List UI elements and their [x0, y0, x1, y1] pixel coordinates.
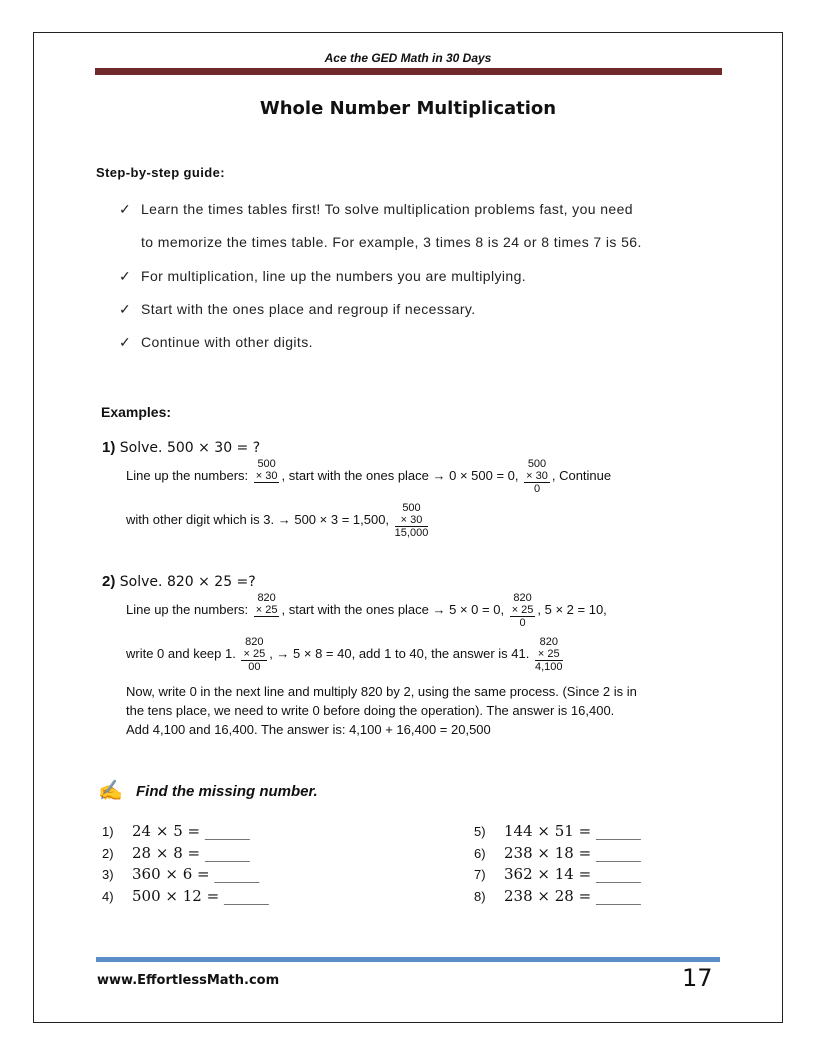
- example-text: , 5 × 2 = 10,: [537, 601, 607, 617]
- example-text: write 0 and keep 1.: [126, 645, 236, 661]
- example-1-line-2: [126, 502, 430, 539]
- example-2-line-2: [126, 636, 565, 673]
- guide-bullet: [119, 268, 526, 285]
- bullet-text: Learn the times tables first! To solve multiplication problems fast, you need: [141, 201, 633, 217]
- example-text: , → 5 × 8 = 40, add 1 to 40, the answer is 41.: [269, 645, 530, 661]
- stack-result: 00: [248, 661, 261, 673]
- problem-item: [474, 844, 641, 862]
- problem-item: [102, 865, 259, 883]
- problem-item: [474, 822, 641, 840]
- stack-top: 820: [513, 592, 532, 604]
- vertical-multiplication: [535, 636, 563, 673]
- guide-bullet: [119, 201, 633, 218]
- guide-heading: Step-by-step guide:: [96, 165, 225, 180]
- guide-bullet: [119, 334, 313, 351]
- problem-expression: 238 × 18 = ______: [504, 844, 641, 862]
- problem-number: 5): [474, 824, 486, 839]
- problem-expression: 24 × 5 = ______: [132, 822, 250, 840]
- problem-number: 6): [474, 846, 486, 861]
- problem-number: 1): [102, 824, 114, 839]
- problem-expression: 238 × 28 = ______: [504, 887, 641, 905]
- stack-top: 820: [245, 636, 264, 648]
- vertical-multiplication: [254, 458, 280, 495]
- problem-item: [474, 887, 641, 905]
- problem-number: 7): [474, 867, 486, 882]
- header-rule: [95, 68, 722, 75]
- example-2-explanation: [126, 682, 637, 739]
- example-2-line-1: [126, 592, 607, 629]
- check-icon: ✓: [119, 301, 132, 317]
- stack-multiplier: × 30: [255, 470, 278, 482]
- example-problem: Solve. 820 × 25 =?: [119, 574, 256, 590]
- stack-multiplier: × 30: [526, 470, 548, 482]
- stack-multiplier: × 25: [511, 604, 534, 616]
- problem-expression: 28 × 8 = ______: [132, 844, 250, 862]
- vertical-multiplication: [241, 636, 267, 673]
- exercise-heading: Find the missing number.: [136, 783, 318, 800]
- bullet-text: Start with the ones place and regroup if necessary.: [141, 301, 476, 317]
- stack-multiplier: × 30: [395, 514, 429, 527]
- example-text: , start with the ones place → 5 × 0 = 0,: [281, 601, 505, 617]
- explanation-line: Now, write 0 in the next line and multiply 820 by 2, using the same process. (Since 2 is in: [126, 684, 637, 699]
- vertical-multiplication: [524, 458, 550, 495]
- check-icon: ✓: [119, 268, 132, 284]
- problem-item: [102, 844, 250, 862]
- example-number: 1): [102, 439, 116, 456]
- footer-website: www.EffortlessMath.com: [97, 973, 280, 988]
- explanation-line: Add 4,100 and 16,400. The answer is: 4,100 + 16,400 = 20,500: [126, 722, 491, 737]
- example-text: , start with the ones place → 0 × 500 = 0,: [281, 467, 519, 483]
- stack-top: 500: [257, 458, 276, 470]
- stack-top: 820: [257, 592, 276, 604]
- problem-expression: 144 × 51 = ______: [504, 822, 641, 840]
- problem-number: 8): [474, 889, 486, 904]
- stack-multiplier: × 25: [535, 648, 563, 661]
- example-2-header: [102, 573, 256, 591]
- check-icon: ✓: [119, 334, 132, 350]
- problem-number: 3): [102, 867, 114, 882]
- problem-number: 4): [102, 889, 114, 904]
- vertical-multiplication: [510, 592, 536, 629]
- problem-expression: 362 × 14 = ______: [504, 865, 641, 883]
- vertical-multiplication: [254, 592, 280, 629]
- example-problem: Solve. 500 × 30 = ?: [119, 440, 261, 456]
- problem-item: [474, 865, 641, 883]
- stack-result: 0: [519, 617, 526, 629]
- example-number: 2): [102, 573, 116, 590]
- problem-number: 2): [102, 846, 114, 861]
- problem-expression: 360 × 6 = ______: [132, 865, 260, 883]
- check-icon: ✓: [119, 201, 132, 217]
- example-text: with other digit which is 3. → 500 × 3 = 1,500,: [126, 511, 390, 527]
- problem-item: [102, 822, 250, 840]
- page-title: Whole Number Multiplication: [259, 98, 557, 119]
- stack-multiplier: × 25: [255, 604, 278, 616]
- guide-bullet: [119, 301, 476, 318]
- problem-item: [102, 887, 269, 905]
- guide-bullet-continuation: to memorize the times table. For example, 3 times 8 is 24 or 8 times 7 is 56.: [141, 234, 642, 250]
- book-title: Ace the GED Math in 30 Days: [324, 51, 492, 65]
- bullet-text: Continue with other digits.: [141, 334, 313, 350]
- bullet-text: For multiplication, line up the numbers you are multiplying.: [141, 268, 527, 284]
- pencil-icon: ✍: [98, 780, 123, 802]
- stack-result: 0: [533, 483, 541, 495]
- example-1-header: [102, 439, 260, 457]
- page-number: 17: [682, 964, 713, 992]
- example-text: Line up the numbers:: [126, 601, 249, 617]
- footer-rule: [96, 957, 720, 962]
- explanation-line: the tens place, we need to write 0 before doing the operation). The answer is 16,400.: [126, 703, 615, 718]
- vertical-multiplication: [395, 502, 429, 539]
- stack-top: 820: [539, 636, 558, 648]
- example-1-line-1: [126, 458, 611, 495]
- examples-heading: Examples:: [101, 404, 172, 420]
- example-text: Line up the numbers:: [126, 467, 249, 483]
- problem-expression: 500 × 12 = ______: [132, 887, 269, 905]
- stack-multiplier: × 25: [243, 648, 266, 660]
- example-text: , Continue: [551, 467, 612, 483]
- stack-top: 500: [402, 502, 421, 514]
- stack-top: 500: [527, 458, 547, 470]
- stack-result: 15,000: [394, 527, 429, 539]
- stack-result: 4,100: [535, 661, 563, 673]
